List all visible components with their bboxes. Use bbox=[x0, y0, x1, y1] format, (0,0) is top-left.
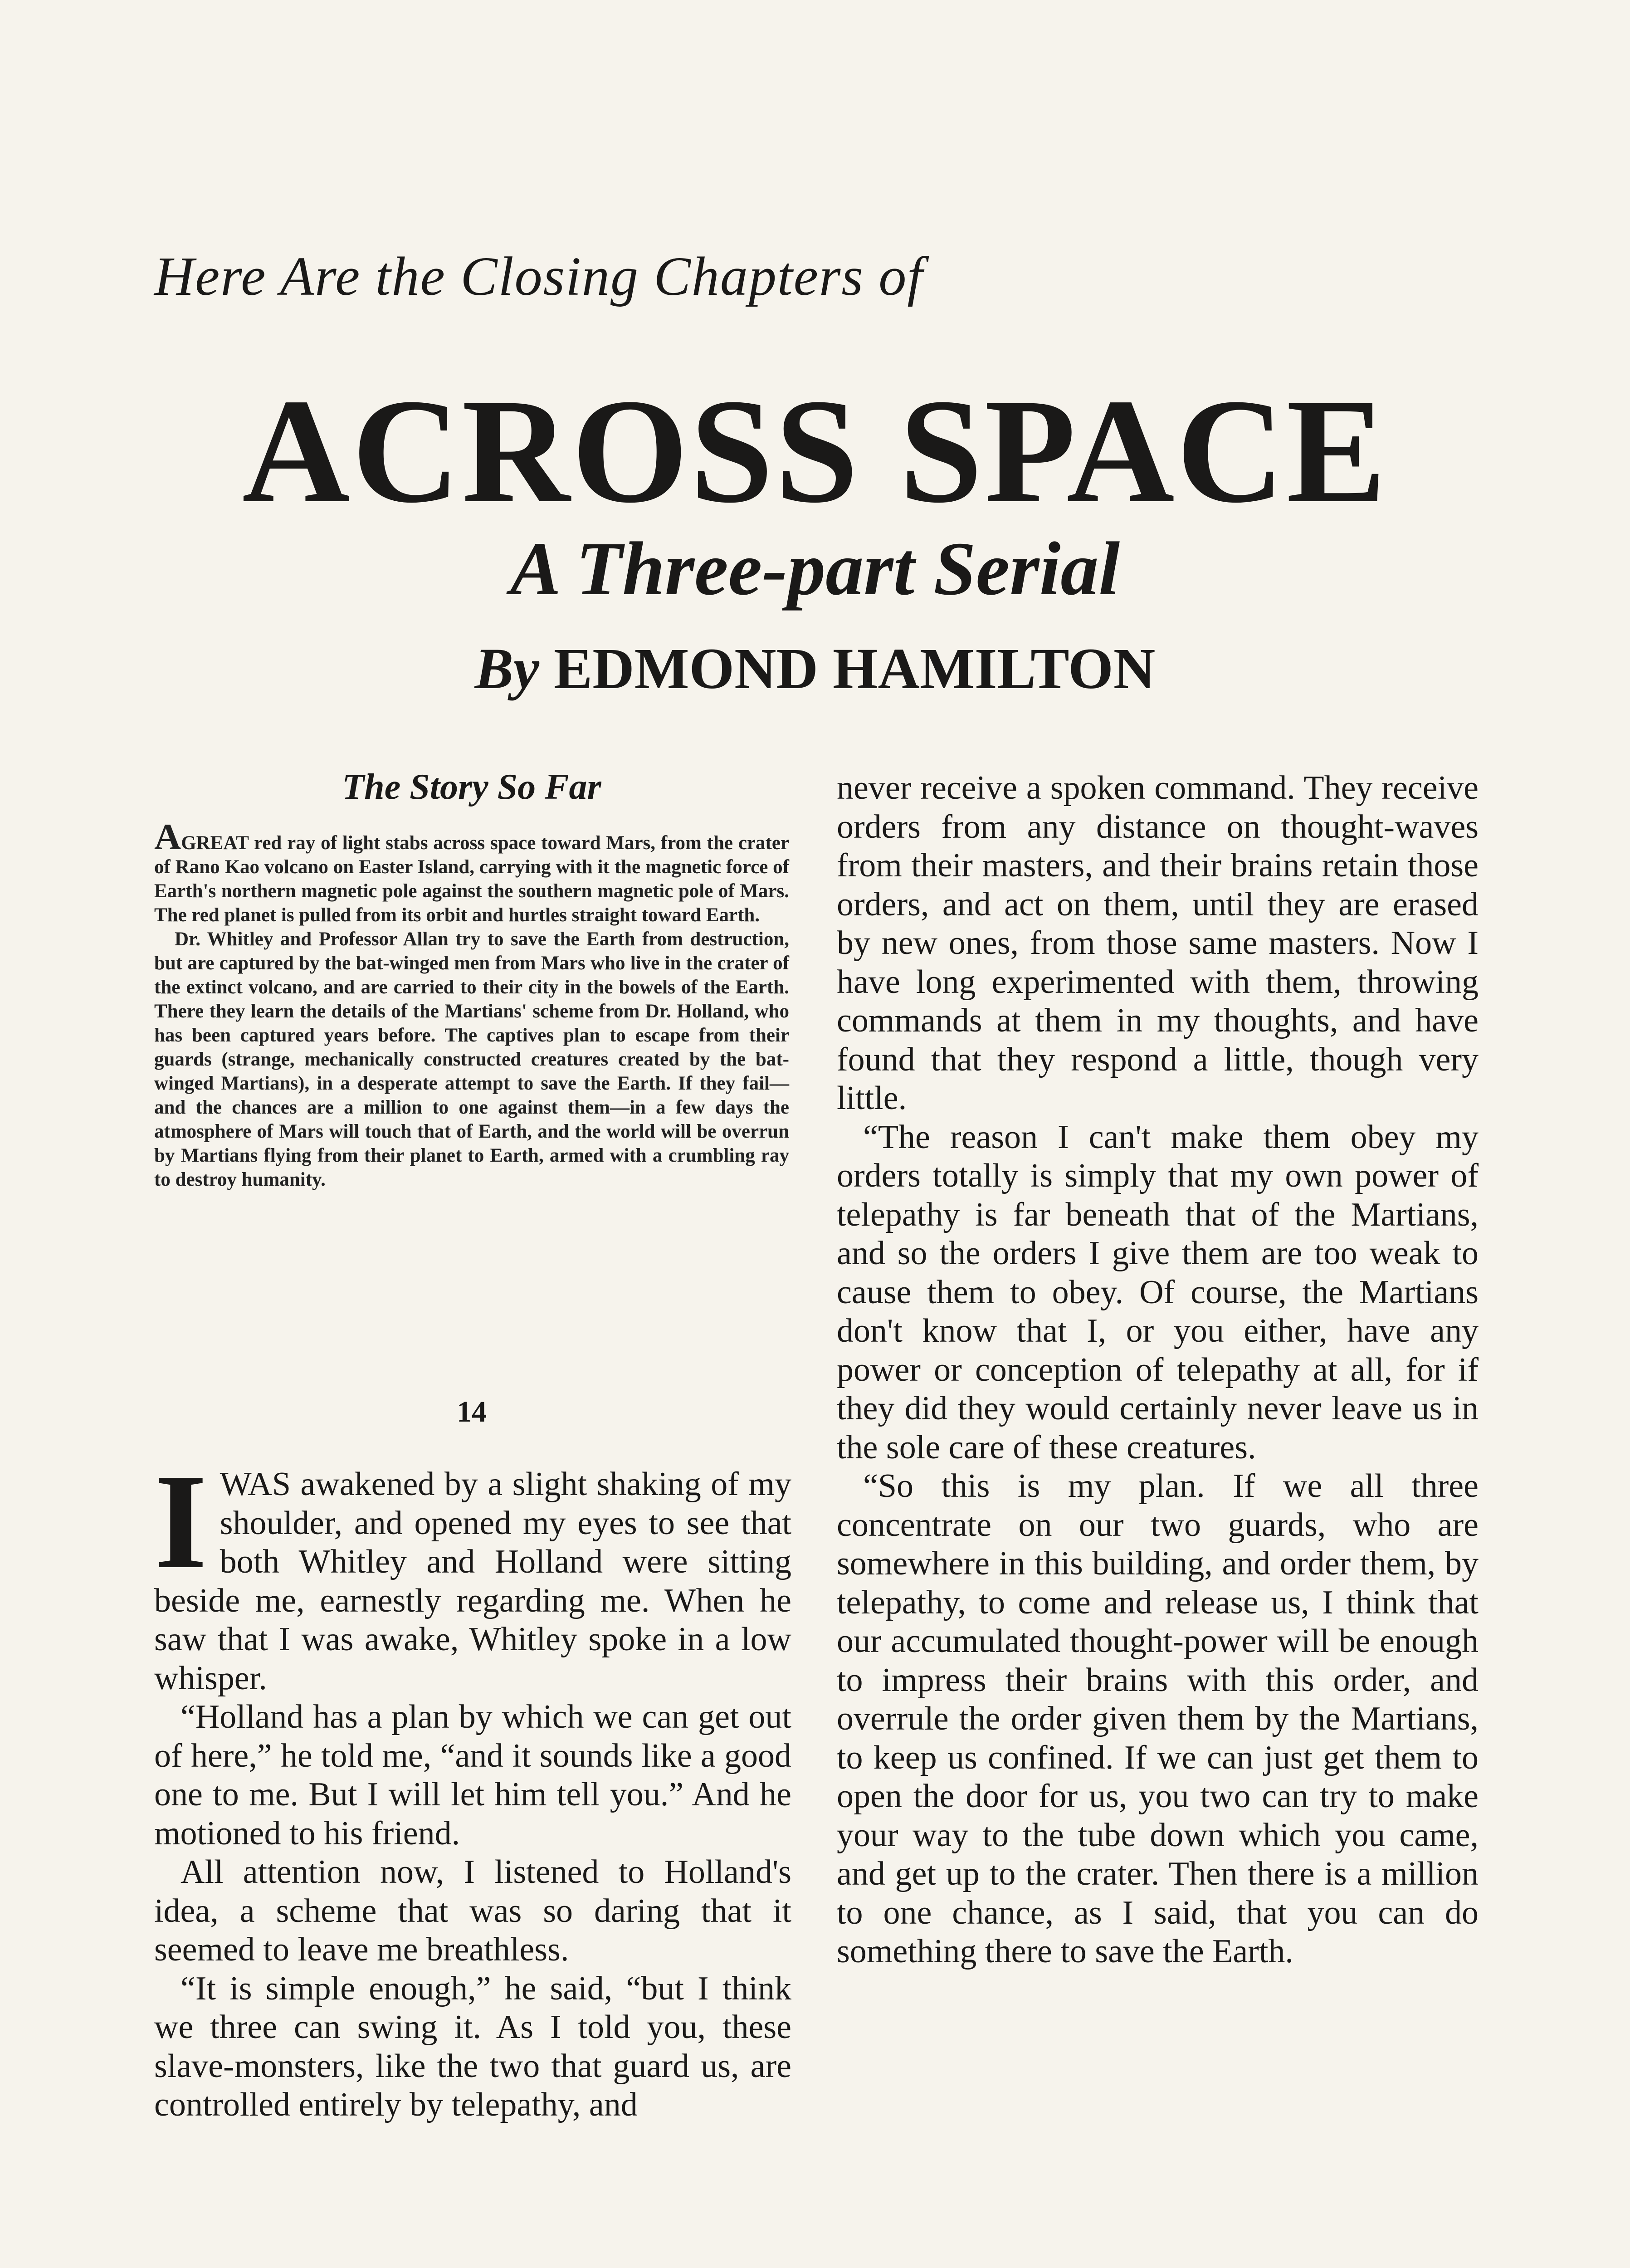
kicker-line: Here Are the Closing Chapters of bbox=[154, 246, 924, 307]
body-paragraph bbox=[154, 1446, 791, 1698]
byline bbox=[0, 636, 1630, 701]
body-paragraph-text: WAS awakened by a slight shaking of my shoulder, and opened my eyes to see that both Whitley and Holland were sitting beside me, earnestly regarding me. When he saw that I was awake, Whitley spoke in a low whisper. bbox=[154, 1466, 791, 1697]
body-paragraph: “Holland has a plan by which we can get out of here,” he told me, “and it sounds like a good one to me. But I will let him tell you.” And he motioned to his friend. bbox=[154, 1698, 791, 1852]
byline-prefix: By bbox=[474, 636, 539, 701]
body-column-left bbox=[154, 1446, 791, 2125]
synopsis-heading: The Story So Far bbox=[342, 767, 601, 807]
body-paragraph: “It is simple enough,” he said, “but I think we three can swing it. As I told you, these slave-monsters, like the two that guard us, are controlled entirely by telepathy, and bbox=[154, 1970, 791, 2123]
chapter-number: 14 bbox=[457, 1395, 487, 1428]
synopsis-paragraph bbox=[154, 816, 789, 927]
synopsis-paragraph-text: GREAT red ray of light stabs across space toward Mars, from the crater of Rano Kao volcano on Easter Island, carrying with it the magnetic force of Earth's northern magnetic pole against the southern magnetic pole of Mars. The red planet is pulled from its orbit and hurtles straight toward Earth. bbox=[154, 832, 789, 926]
drop-cap: I bbox=[154, 1446, 207, 1597]
synopsis-text bbox=[154, 816, 789, 1192]
body-paragraph: “The reason I can't make them obey my orders totally is simply that my own power of telepathy is far beneath that of the Martians, and so the orders I give them are too weak to cause them to obey. Of course, the Martians don't know that I, or you either, have any power or conception of telepathy at all, for if they did they would certainly never leave us in the sole care of these creatures. bbox=[837, 1118, 1479, 1466]
body-paragraph: “So this is my plan. If we all three concentrate on our two guards, who are somewhere in this building, and order them, by telepathy, to come and release us, I think that our accumulated thought-power will be enough to impress their brains with this order, and overrule the order given them by the Martians, to keep us confined. If we can just get them to open the door for us, you two can try to make your way to the tube down which you came, and get up to the crater. Then there is a million to one chance, as I said, that you can do something there to save the Earth. bbox=[837, 1467, 1479, 1970]
story-title: ACROSS SPACE bbox=[242, 368, 1388, 534]
body-paragraph: never receive a spoken command. They receive orders from any distance on thought-waves from their masters, and their brains retain those orders, and act on them, until they are erased by new ones, from those same masters. Now I have long experimented with them, throwing commands at them in my thoughts, and have found that they respond a little, though very little. bbox=[837, 769, 1479, 1117]
author-name: EDMOND HAMILTON bbox=[553, 636, 1156, 701]
body-paragraph: All attention now, I listened to Holland's idea, a scheme that was so daring that it seemed to leave me breathless. bbox=[154, 1853, 791, 1968]
story-subtitle: A Three-part Serial bbox=[510, 527, 1120, 611]
body-column-right bbox=[837, 769, 1479, 1971]
synopsis-paragraph: Dr. Whitley and Professor Allan try to save the Earth from destruction, but are captured by the bat-winged men from Mars who live in the crater of the extinct volcano, and are carried to their city in the bowels of the Earth. There they learn the details of the Martians' scheme from Dr. Holland, who has been captured years before. The captives plan to escape from their guards (strange, mechanically constructed creatures created by the bat-winged Martians), in a desperate attempt to save the Earth. If they fail—and the chances are a million to one against them—in a few days the atmosphere of Mars will touch that of Earth, and the world will be overrun by Martians flying from their planet to Earth, armed with a crumbling ray to destroy humanity. bbox=[154, 929, 789, 1190]
synopsis-initial: A bbox=[154, 816, 181, 857]
